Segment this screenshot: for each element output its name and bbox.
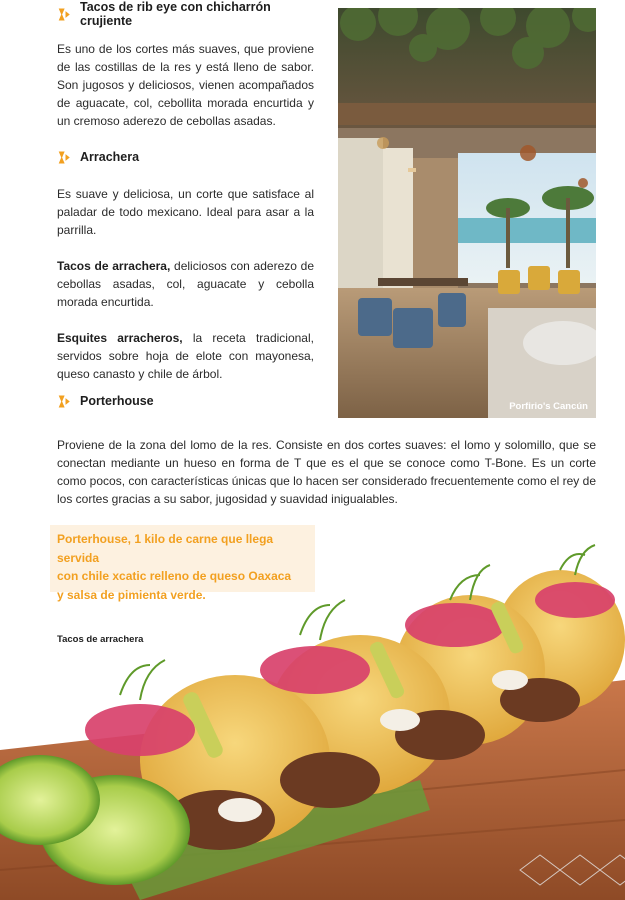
callout-line-3: y salsa de pimienta verde. (57, 587, 206, 602)
ribeye-title: Tacos de rib eye con chicharrón crujiente (80, 0, 271, 28)
orange-diamond-bullet-icon (57, 149, 74, 166)
tacos-arrachera-item (57, 257, 314, 311)
orange-diamond-bullet-icon (57, 6, 74, 23)
tacos-arrachera-desc: deliciosos con aderezo de cebollas asadas, col, aguacate y cebolla morada encurtida. (57, 259, 314, 309)
porterhouse-title: Porterhouse (80, 394, 154, 408)
arrachera-heading (57, 144, 314, 170)
porterhouse-description: Proviene de la zona del lomo de la res. Consiste en dos cortes suaves: el lomo y solomillo, que se conectan mediante un hueso en forma de T que es el que se conoce como T-Bone. Es un corte como pocos, con características únicas que lo hacen ser considerado frecuentemente como el rey de los cortes gracias a su sabor, jugosidad y suavidad inigualables. (57, 438, 596, 506)
porterhouse-callout (50, 525, 315, 602)
arrachera-title: Arrachera (80, 150, 140, 164)
arrachera-description: Es suave y deliciosa, un corte que satisface al paladar de todo mexicano. Ideal para asar a la parrilla. (57, 187, 314, 237)
esquites-name: Esquites arracheros, (57, 331, 183, 345)
ribeye-description: Es uno de los cortes más suaves, que proviene de las costillas de la res y está lleno de sabor. Son jugosos y deliciosos, vienen acompañados de aguacate, col, cebollita morada encurtida y un cremoso aderezo de cebollas asadas. (57, 42, 314, 128)
porterhouse-heading (57, 388, 314, 414)
tacos-photo-caption: Tacos de arrachera (57, 634, 144, 645)
callout-line-1: Porterhouse, 1 kilo de carne que llega servida (57, 532, 274, 565)
tacos-arrachera-name: Tacos de arrachera, (57, 259, 171, 273)
esquites-desc: la receta tradicional, servidos sobre hoja de elote con mayonesa, queso canasto y chile de árbol. (57, 331, 314, 381)
restaurant-illustration (338, 8, 596, 418)
orange-diamond-bullet-icon (57, 393, 74, 410)
esquites-item (57, 329, 314, 383)
restaurant-photo-caption: Porfirio's Cancún (509, 401, 588, 412)
ribeye-heading (57, 1, 314, 27)
restaurant-photo (338, 8, 596, 418)
left-text-column (57, 0, 314, 414)
callout-line-2: con chile xcatic relleno de queso Oaxaca (57, 569, 292, 583)
